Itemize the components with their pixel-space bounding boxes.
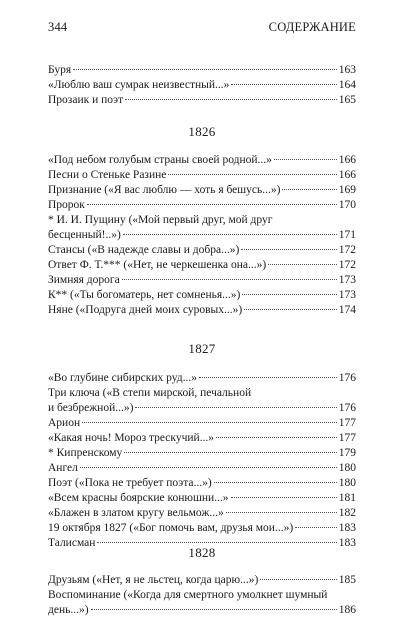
entry-page-number: 165 — [338, 94, 356, 106]
toc-entry[interactable] — [48, 461, 356, 476]
entry-page-number: 183 — [338, 522, 356, 534]
entry-page-number: 166 — [338, 154, 356, 166]
entry-title: Арион — [48, 417, 81, 429]
toc-entry[interactable] — [48, 573, 356, 588]
entry-title: бесценный!..») — [48, 229, 121, 241]
entry-page-number: 177 — [338, 432, 356, 444]
entry-title: «Под небом голубым страны своей родной...» — [48, 154, 272, 166]
toc-entry[interactable] — [48, 386, 356, 416]
toc-entry[interactable] — [48, 258, 356, 273]
dot-leader — [274, 158, 337, 160]
toc-entry[interactable] — [48, 183, 356, 198]
year-heading: 1826 — [188, 124, 216, 139]
dot-leader — [123, 233, 337, 235]
dot-leader — [97, 541, 336, 543]
entry-title: Признание («Я вас люблю — хоть я бешусь...») — [48, 184, 281, 196]
entry-title: Буря — [48, 64, 72, 76]
entry-page-number: 177 — [338, 417, 356, 429]
entry-title: «Какая ночь! Мороз трескучий...» — [48, 432, 215, 444]
entry-title-first-line: Три ключа («В степи мирской, печальной — [48, 387, 252, 399]
entry-page-number: 170 — [338, 199, 356, 211]
entry-page-number: 172 — [338, 244, 356, 256]
dot-leader — [135, 406, 336, 408]
entry-page-number: 186 — [338, 604, 356, 616]
running-title: СОДЕРЖАНИЕ — [268, 20, 356, 34]
dot-leader — [214, 481, 337, 483]
year-heading: 1827 — [188, 341, 216, 356]
entry-page-number: 180 — [338, 462, 356, 474]
entry-page-number: 164 — [338, 79, 356, 91]
entry-page-number: 179 — [338, 447, 356, 459]
page-number: 344 — [48, 20, 68, 34]
entry-page-number: 166 — [338, 169, 356, 181]
entry-page-number: 169 — [338, 184, 356, 196]
year-heading: 1828 — [188, 545, 216, 560]
entry-title: Талисман — [48, 537, 96, 549]
entry-title: Пророк — [48, 199, 85, 211]
entry-title: и безбрежной...») — [48, 402, 134, 414]
toc-entry[interactable] — [48, 198, 356, 213]
running-head — [48, 20, 356, 36]
entry-title-first-line: Воспоминание («Когда для смертного умолкнет шумный — [48, 589, 328, 601]
entry-title: Друзьям («Нет, я не льстец, когда царю...») — [48, 574, 259, 586]
dot-leader — [122, 278, 337, 280]
toc-entry[interactable] — [48, 78, 356, 93]
entry-title: Прозаик и поэт — [48, 94, 124, 106]
entry-title: «Люблю ваш сумрак неизвестный...» — [48, 79, 230, 91]
entry-title-first-line: * И. И. Пущину («Мой первый друг, мой друг — [48, 214, 273, 226]
entry-title: Поэт («Пока не требует поэта...») — [48, 477, 212, 489]
dot-leader — [168, 173, 336, 175]
dot-leader — [231, 496, 337, 498]
dot-leader — [268, 263, 337, 265]
entry-title: * Кипренскому — [48, 447, 123, 459]
toc-entry[interactable] — [48, 446, 356, 461]
toc-entry[interactable] — [48, 521, 356, 536]
dot-leader — [91, 608, 337, 610]
entry-title: день...») — [48, 604, 89, 616]
dot-leader — [260, 578, 336, 580]
toc-page — [48, 0, 356, 636]
entry-page-number: 173 — [338, 289, 356, 301]
toc-entry[interactable] — [48, 63, 356, 78]
entry-title: «Всем красны боярские конюшни...» — [48, 492, 229, 504]
toc-entry[interactable] — [48, 288, 356, 303]
entry-title: Няне («Подруга дней моих суровых...») — [48, 304, 243, 316]
entry-page-number: 163 — [338, 64, 356, 76]
entry-title: Песни о Стеньке Разине — [48, 169, 167, 181]
entry-page-number: 174 — [338, 304, 356, 316]
entry-page-number: 180 — [338, 477, 356, 489]
dot-leader — [226, 511, 337, 513]
toc-entry[interactable] — [48, 431, 356, 446]
toc-entry[interactable] — [48, 506, 356, 521]
toc-entry[interactable] — [48, 273, 356, 288]
entry-title: Ответ Ф. Т.*** («Нет, не черкешенка она...») — [48, 259, 267, 271]
entry-title: К** («Ты богоматерь, нет сомненья...») — [48, 289, 241, 301]
dot-leader — [199, 376, 337, 378]
entry-page-number: 176 — [338, 402, 356, 414]
entry-title: 19 октября 1827 («Бог помочь вам, друзья мои...») — [48, 522, 294, 534]
dot-leader — [282, 188, 336, 190]
toc-entry[interactable] — [48, 303, 356, 318]
dot-leader — [87, 203, 337, 205]
entry-page-number: 176 — [338, 372, 356, 384]
entry-title: «Блажен в златом кругу вельмож...» — [48, 507, 224, 519]
entry-title: «Во глубине сибирских руд...» — [48, 372, 197, 384]
toc-entry[interactable] — [48, 588, 356, 618]
dot-leader — [295, 526, 337, 528]
toc-entry[interactable] — [48, 371, 356, 386]
dot-leader — [82, 421, 337, 423]
entry-page-number: 171 — [338, 229, 356, 241]
dot-leader — [231, 83, 336, 85]
toc-entry[interactable] — [48, 168, 356, 183]
entry-page-number: 172 — [338, 259, 356, 271]
dot-leader — [241, 248, 336, 250]
toc-entry[interactable] — [48, 93, 356, 108]
entry-page-number: 182 — [338, 507, 356, 519]
dot-leader — [242, 293, 336, 295]
toc-entry[interactable] — [48, 243, 356, 258]
entry-page-number: 185 — [338, 574, 356, 586]
dot-leader — [124, 451, 336, 453]
entry-page-number: 173 — [338, 274, 356, 286]
toc-entry[interactable] — [48, 476, 356, 491]
entry-title: Стансы («В надежде славы и добра...») — [48, 244, 240, 256]
dot-leader — [216, 436, 337, 438]
dot-leader — [244, 308, 337, 310]
dot-leader — [125, 98, 337, 100]
entry-title: Ангел — [48, 462, 78, 474]
entry-title: Зимняя дорога — [48, 274, 120, 286]
toc-entry[interactable] — [48, 153, 356, 168]
dot-leader — [73, 68, 337, 70]
toc-entry[interactable] — [48, 213, 356, 243]
toc-entry[interactable] — [48, 416, 356, 431]
entry-page-number: 181 — [338, 492, 356, 504]
toc-entry[interactable] — [48, 491, 356, 506]
entry-page-number: 183 — [338, 537, 356, 549]
dot-leader — [80, 466, 337, 468]
